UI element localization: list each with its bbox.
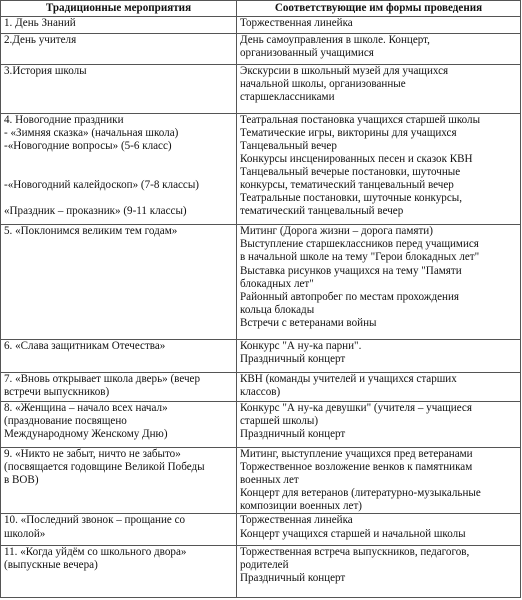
cell-line: 10. «Последний звонок – прощание со [4, 514, 186, 527]
cell-line: Митинг (Дорога жизни – дорога памяти) [240, 225, 433, 238]
cell-line: «Праздник – проказник» (9-11 классы) [4, 205, 187, 218]
table-row [1, 65, 521, 113]
cell-line: Экскурсии в школьный музей для учащихся [240, 65, 449, 78]
cell-line: -«Новогодние вопросы» (5-6 класс) [4, 139, 172, 152]
table-row [1, 514, 521, 545]
forms-cell [237, 17, 521, 34]
cell-line: композиции военных лет) [240, 499, 362, 512]
cell-line: Международному Женскому Дню) [4, 428, 168, 441]
cell-line: тематический танцевальный вечер [240, 205, 404, 218]
cell-line: Торжественное возложение венков к памятникам [240, 460, 473, 473]
table-row [1, 17, 521, 34]
forms-cell [237, 225, 521, 340]
forms-cell [237, 402, 521, 447]
cell-line: Театральные постановки, шуточные конкурсы, [240, 192, 462, 205]
cell-line: Выставка рисунков учащихся на тему "Памяти [240, 264, 462, 277]
cell-line: 6. «Слава защитникам Отечества» [4, 339, 166, 352]
cell-line: старшей школы) [240, 415, 319, 428]
cell-line: Театральная постановка учащихся старшей школы [240, 113, 481, 126]
cell-line: Конкурс "А ну-ка девушки" (учителя – учащиеся [240, 402, 472, 415]
cell-line: Концерт учащихся старшей и начальной школы [240, 527, 466, 540]
forms-cell [237, 447, 521, 514]
event-cell [1, 17, 237, 34]
cell-line: -«Новогодний калейдоскоп» (7-8 классы) [4, 179, 200, 192]
cell-line: Выступление старшеклассников перед учащимися [240, 238, 479, 251]
table-row [1, 34, 521, 65]
cell-line: конкурсы, тематический танцевальный вечер [240, 179, 454, 192]
cell-line [4, 192, 233, 205]
cell-line: (празднование посвящено [4, 415, 127, 428]
table-row [1, 225, 521, 340]
forms-cell [237, 113, 521, 225]
cell-line: Концерт для ветеранов (литературно-музыкальные [240, 486, 481, 499]
cell-line: Митинг, выступление учащихся пред ветеранами [240, 447, 473, 460]
cell-line: организованный учащимися [240, 47, 374, 60]
event-cell [1, 65, 237, 113]
cell-line: (посвящается годовщине Великой Победы [4, 460, 205, 473]
cell-line: Конкурсы инсценированных песен и сказок КВН [240, 152, 473, 165]
cell-line: 1. День Знаний [4, 17, 76, 29]
cell-line: в ВОВ) [4, 473, 39, 486]
cell-line: начальной школы, организованные [240, 78, 406, 91]
cell-line: 2.День учителя [4, 34, 77, 47]
cell-line: классов) [240, 386, 281, 399]
cell-line: Встречи с ветеранами войны [240, 316, 377, 329]
event-cell [1, 113, 237, 225]
forms-cell [237, 34, 521, 65]
cell-line: Тематические игры, викторины для учащихся [240, 126, 457, 139]
table-row [1, 339, 521, 372]
forms-cell [237, 373, 521, 402]
header-traditional-events: Традиционные мероприятия [1, 1, 237, 17]
table-row [1, 545, 521, 597]
forms-cell [237, 339, 521, 372]
event-cell [1, 225, 237, 340]
table-row [1, 447, 521, 514]
cell-line: - «Зимняя сказка» (начальная школа) [4, 126, 179, 139]
cell-line: (выпускные вечера) [4, 558, 98, 571]
cell-line: 5. «Поклонимся великим тем годам» [4, 225, 178, 238]
cell-line: старшеклассниками [240, 91, 335, 104]
event-cell [1, 402, 237, 447]
cell-line: Танцевальный вечер [240, 139, 337, 152]
event-cell [1, 373, 237, 402]
cell-line [4, 166, 233, 179]
cell-line: родителей [240, 558, 289, 571]
cell-line: 7. «Вновь открывает школа дверь» (вечер [4, 373, 201, 386]
header-forms: Соответствующие им формы проведения [237, 1, 521, 17]
cell-line: Торжественная линейка [240, 17, 353, 29]
cell-line: военных лет [240, 473, 299, 486]
event-cell [1, 34, 237, 65]
cell-line: День самоуправления в школе. Концерт, [240, 34, 430, 47]
table-row [1, 373, 521, 402]
cell-line: Танцевальный вечерые постановки, шуточные [240, 165, 461, 178]
cell-line: в начальной школе на тему "Герои блокадных лет" [240, 251, 480, 264]
cell-line: Праздничный концерт [240, 571, 346, 584]
cell-line: Праздничный концерт [240, 353, 346, 366]
cell-line: 11. «Когда уйдём со школьного двора» [4, 545, 187, 558]
table-row [1, 113, 521, 225]
cell-line: 9. «Никто не забыт, ничто не забыто» [4, 447, 181, 460]
event-cell [1, 545, 237, 597]
cell-line: КВН (команды учителей и учащихся старших [240, 373, 457, 386]
forms-cell [237, 545, 521, 597]
cell-line: кольца блокады [240, 303, 315, 316]
cell-line: блокадных лет" [240, 277, 314, 290]
cell-line: Праздничный концерт [240, 428, 346, 441]
cell-line: Торжественная линейка [240, 514, 353, 527]
cell-line: 4. Новогодние праздники [4, 113, 124, 126]
event-cell [1, 514, 237, 545]
cell-line: 8. «Женщина – начало всех начал» [4, 402, 168, 415]
cell-line: встречи выпускников) [4, 386, 110, 399]
forms-cell [237, 514, 521, 545]
event-cell [1, 447, 237, 514]
header-row [1, 1, 521, 17]
cell-line [4, 153, 233, 166]
cell-line: 3.История школы [4, 65, 87, 78]
forms-cell [237, 65, 521, 113]
cell-line: Торжественная встреча выпускников, педагогов, [240, 545, 470, 558]
event-cell [1, 339, 237, 372]
table-row [1, 402, 521, 447]
cell-line: Районный автопробег по местам прохождения [240, 290, 459, 303]
cell-line: школой» [4, 527, 46, 540]
cell-line: Конкурс "А ну-ка парни". [240, 339, 362, 352]
